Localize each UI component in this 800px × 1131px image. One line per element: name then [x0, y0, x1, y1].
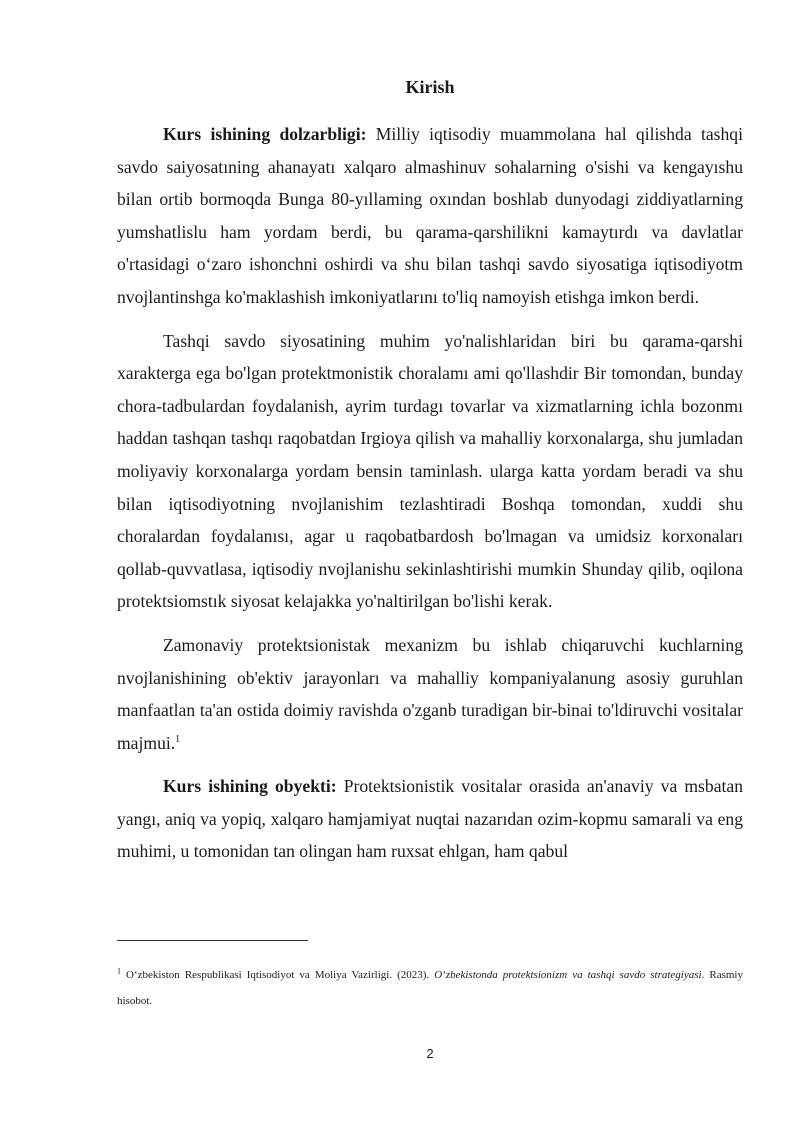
paragraph-object [117, 770, 743, 868]
paragraph-lead-object: Kurs ishining obyekti: [163, 776, 337, 797]
body-text [117, 118, 743, 879]
paragraph-trade-policy [117, 325, 743, 618]
footnote [117, 962, 743, 1014]
footnote-title: O‘zbekistonda protektsionizm va tashqi savdo strategiyasi [434, 969, 702, 981]
paragraph-text: Protektsionistik vositalar orasida an'anaviy va msbatan yangı, aniq va yopiq, xalqaro hamjamiyat nuqtai nazarıdan ozim-kopmu samarali va eng muhimi, u tomonidan tan olingan ham ruxsat ehlgan, ham qabul [117, 776, 743, 862]
footnote-text-end: . Rasmiy hisobot. [117, 969, 743, 1007]
footnote-text: O‘zbekiston Respublikasi Iqtisodiyot va Moliya Vazirligi. (2023). [121, 969, 435, 981]
page-number: 2 [426, 1046, 434, 1061]
paragraph-text: Milliy iqtisodiy muammolana hal qilishda tashqi savdo saiyosatıning ahanayatı xalqaro almashinuv sohalarning o'sishi va kengayıshu bilan ortib bormoqda Bunga 80-yıllaming oxından boshlab dunyodagi ziddiyatlarning yumshatlislu ham yordam berdi, bu qarama-qarshilikni kamaytırdı va davlatlar o'rtasidagi o‘zaro ishonchni oshirdi va shu bilan tashqi savdo siyosatiga iqtisodiyotm nvojlantinshga ko'maklashish imkoniyatlarını to'liq namoyish etishga imkon berdi. [117, 124, 743, 307]
footnote-marker: 1 [117, 966, 121, 976]
paragraph-text: Tashqi savdo siyosatining muhim yo'nalishlaridan biri bu qarama-qarshi xarakterga ega bo'lgan protektmonistik choralamı ami qo'llashdir Bir tomondan, bunday chora-tadbulardan foydalanish, ayrim turdagı tovarlar va xizmatlarning ichla bozonmı haddan tashqan tashqı raqobatdan Irgioya qilish va mahalliy korxonalarga, shu jumladan moliyaviy korxonalarga yordam bensin taminlash. ularga katta yordam beradi va shu bilan iqtisodiyotning nvojlanishim tezlashtiradi Boshqa tomondan, xuddi shu choralardan foydalanısı, agar u raqobatbardosh bo'lmagan va umidsiz korxonaları qollab-quvvatlasa, iqtisodiy nvojlanishu sekinlashtirishi mumkin Shunday qilib, oqilona protektsiomstık siyosat kelajakka yo'naltirilgan bo'lishi kerak. [117, 330, 743, 612]
paragraph-lead-relevance: Kurs ishining dolzarbligi: [163, 124, 367, 144]
footnote-reference[interactable]: 1 [175, 733, 181, 745]
paragraph-protectionism-mechanism [117, 629, 743, 759]
footnote-divider [117, 940, 308, 941]
paragraph-text: Zamonaviy protektsionistak mexanizm bu ishlab chiqaruvchi kuchlarning nvojlanishining ob'ektiv jarayonları va mahalliy kompaniyalanung asosiy guruhlan manfaatlan ta'an ostida doimiy ravishda o'zganb turadigan bir-binai to'ldiruvchi vositalar majmui. [117, 634, 743, 753]
page-title: Kirish [405, 77, 455, 97]
paragraph-relevance [117, 118, 743, 314]
